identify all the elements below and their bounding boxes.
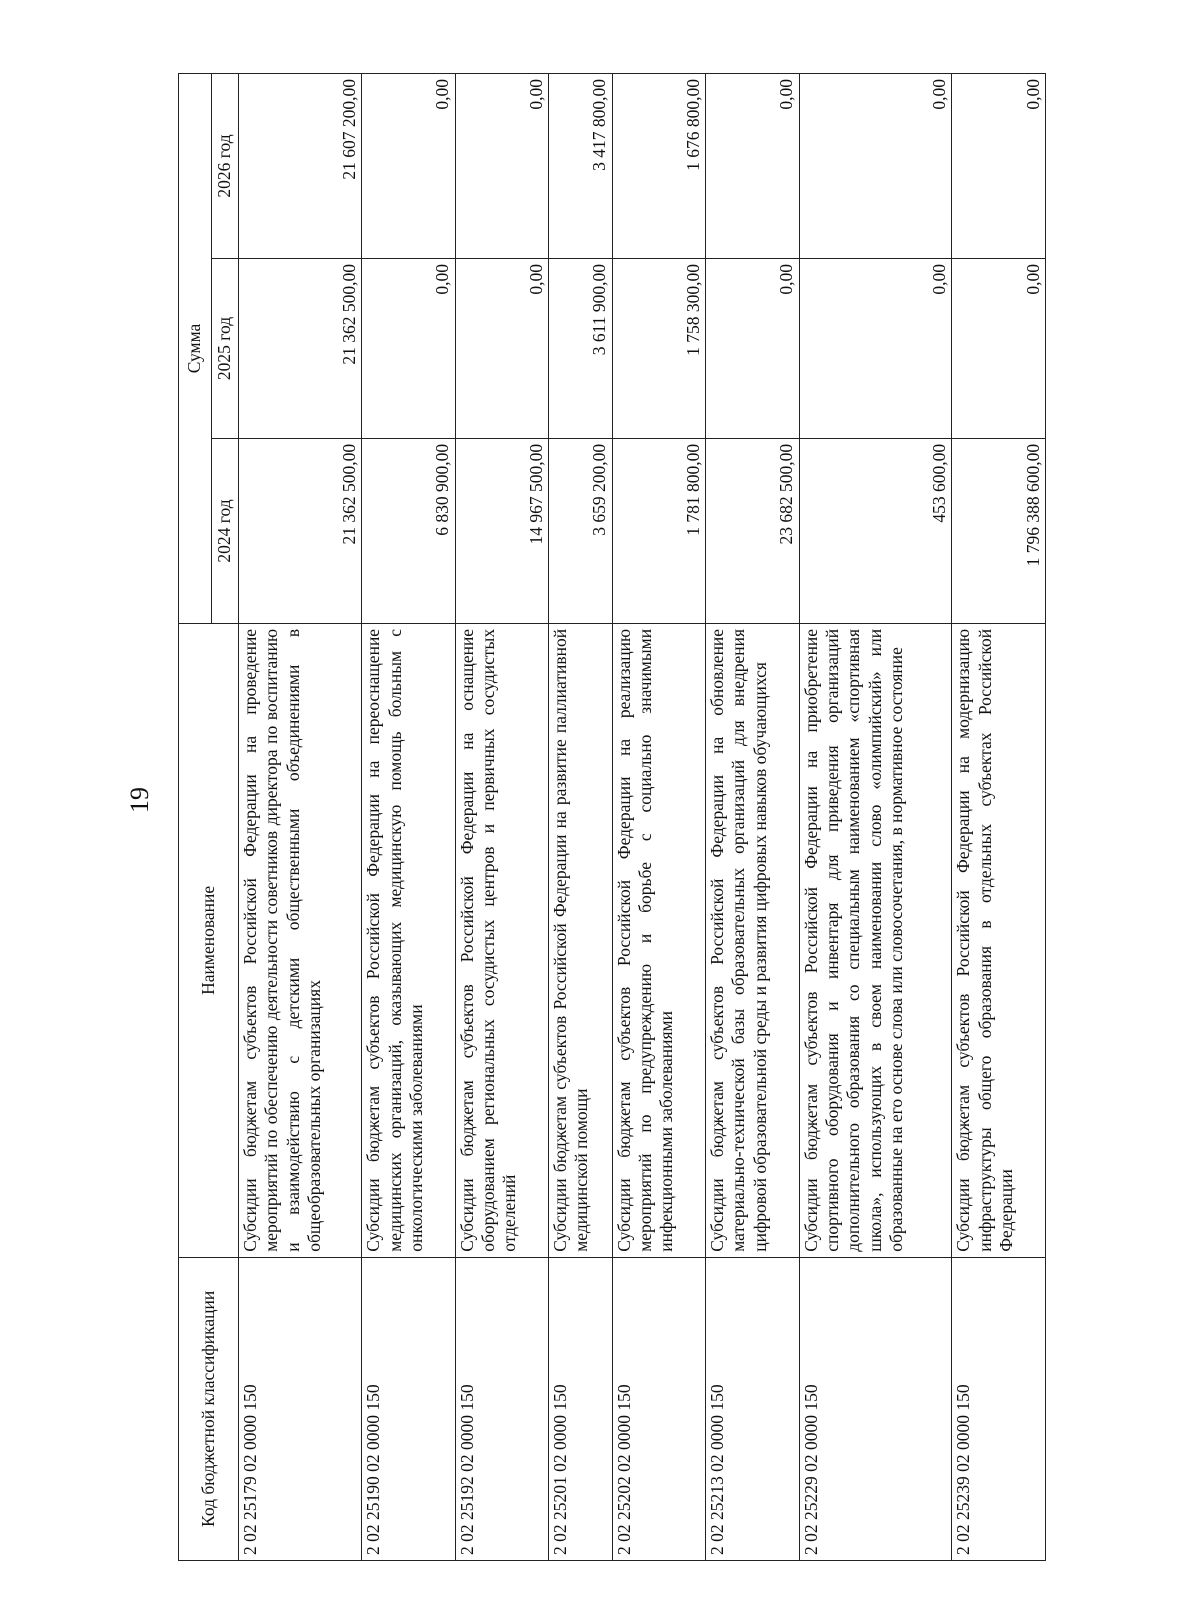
row-sum-2025: 3 611 900,00 [549,259,613,439]
row-code: 2 02 25202 02 0000 150 [612,1257,705,1560]
row-sum-2024: 14 967 500,00 [455,438,548,623]
row-sum-2025: 1 758 300,00 [612,259,705,439]
row-code: 2 02 25190 02 0000 150 [362,1257,455,1560]
row-sum-2026: 21 607 200,00 [239,74,362,259]
row-code: 2 02 25192 02 0000 150 [455,1257,548,1560]
row-sum-2026: 0,00 [455,74,548,259]
row-sum-2025: 0,00 [455,259,548,439]
header-year-2024: 2024 год [212,438,239,623]
header-code: Код бюджетной классификации [179,1257,239,1560]
row-code: 2 02 25229 02 0000 150 [799,1257,952,1560]
row-sum-2026: 0,00 [362,74,455,259]
row-name: Субсидии бюджетам субъектов Российской Федерации на переоснащение медицинских организаций, оказывающих медицинскую помощь больным с онкологическими заболеваниями [362,623,455,1257]
row-sum-2024: 453 600,00 [799,438,952,623]
table-row [612,74,705,1561]
row-sum-2025: 0,00 [799,259,952,439]
table-row [706,74,799,1561]
row-sum-2024: 23 682 500,00 [706,438,799,623]
header-year-2025: 2025 год [212,259,239,439]
row-name: Субсидии бюджетам субъектов Российской Федерации на реализацию мероприятий по предупреждению и борьбе с социально значимыми инфекционными заболеваниями [612,623,705,1257]
row-sum-2024: 1 796 388 600,00 [952,438,1046,623]
row-name: Субсидии бюджетам субъектов Российской Федерации на оснащение оборудованием региональных сосудистых центров и первичных сосудистых отделений [455,623,548,1257]
table-row [455,74,548,1561]
row-sum-2024: 6 830 900,00 [362,438,455,623]
row-sum-2026: 3 417 800,00 [549,74,613,259]
header-year-2026: 2026 год [212,74,239,259]
table-row [799,74,952,1561]
row-name: Субсидии бюджетам субъектов Российской Федерации на модернизацию инфраструктуры общего образования в отдельных субъектах Российской Федерации [952,623,1046,1257]
row-sum-2025: 0,00 [706,259,799,439]
row-sum-2025: 0,00 [952,259,1046,439]
header-sum: Сумма [179,74,212,624]
row-name: Субсидии бюджетам субъектов Российской Федерации на проведение мероприятий по обеспечению деятельности советников директора по воспитанию и взаимодействию с детскими общественными объединениями в общеобразовательных организациях [239,623,362,1257]
row-sum-2025: 21 362 500,00 [239,259,362,439]
row-code: 2 02 25179 02 0000 150 [239,1257,362,1560]
row-sum-2024: 1 781 800,00 [612,438,705,623]
row-name: Субсидии бюджетам субъектов Российской Федерации на приобретение спортивного оборудования и инвентаря для приведения организаций дополнительного образования со специальным наименованием «спортивная школа», использующих в своем наименовании слово «олимпийский» или образованные на его основе слова или словосочетания, в нормативное состояние [799,623,952,1257]
row-sum-2026: 0,00 [799,74,952,259]
row-name: Субсидии бюджетам субъектов Российской Федерации на развитие паллиативной медицинской помощи [549,623,613,1257]
row-sum-2026: 0,00 [706,74,799,259]
table-row [952,74,1046,1561]
row-sum-2026: 0,00 [952,74,1046,259]
table-row [549,74,613,1561]
table-row [239,74,362,1561]
row-sum-2026: 1 676 800,00 [612,74,705,259]
page-number: 19 [125,787,154,813]
budget-table [178,73,1046,1561]
row-code: 2 02 25201 02 0000 150 [549,1257,613,1560]
row-sum-2025: 0,00 [362,259,455,439]
row-code: 2 02 25213 02 0000 150 [706,1257,799,1560]
rotated-table-container [178,73,1046,1561]
table-row [362,74,455,1561]
row-name: Субсидии бюджетам субъектов Российской Федерации на обновление материально-технической базы образовательных организаций для внедрения цифровой образовательной среды и развития цифровых навыков обучающихся [706,623,799,1257]
header-name: Наименование [179,623,239,1257]
row-sum-2024: 3 659 200,00 [549,438,613,623]
row-sum-2024: 21 362 500,00 [239,438,362,623]
row-code: 2 02 25239 02 0000 150 [952,1257,1046,1560]
